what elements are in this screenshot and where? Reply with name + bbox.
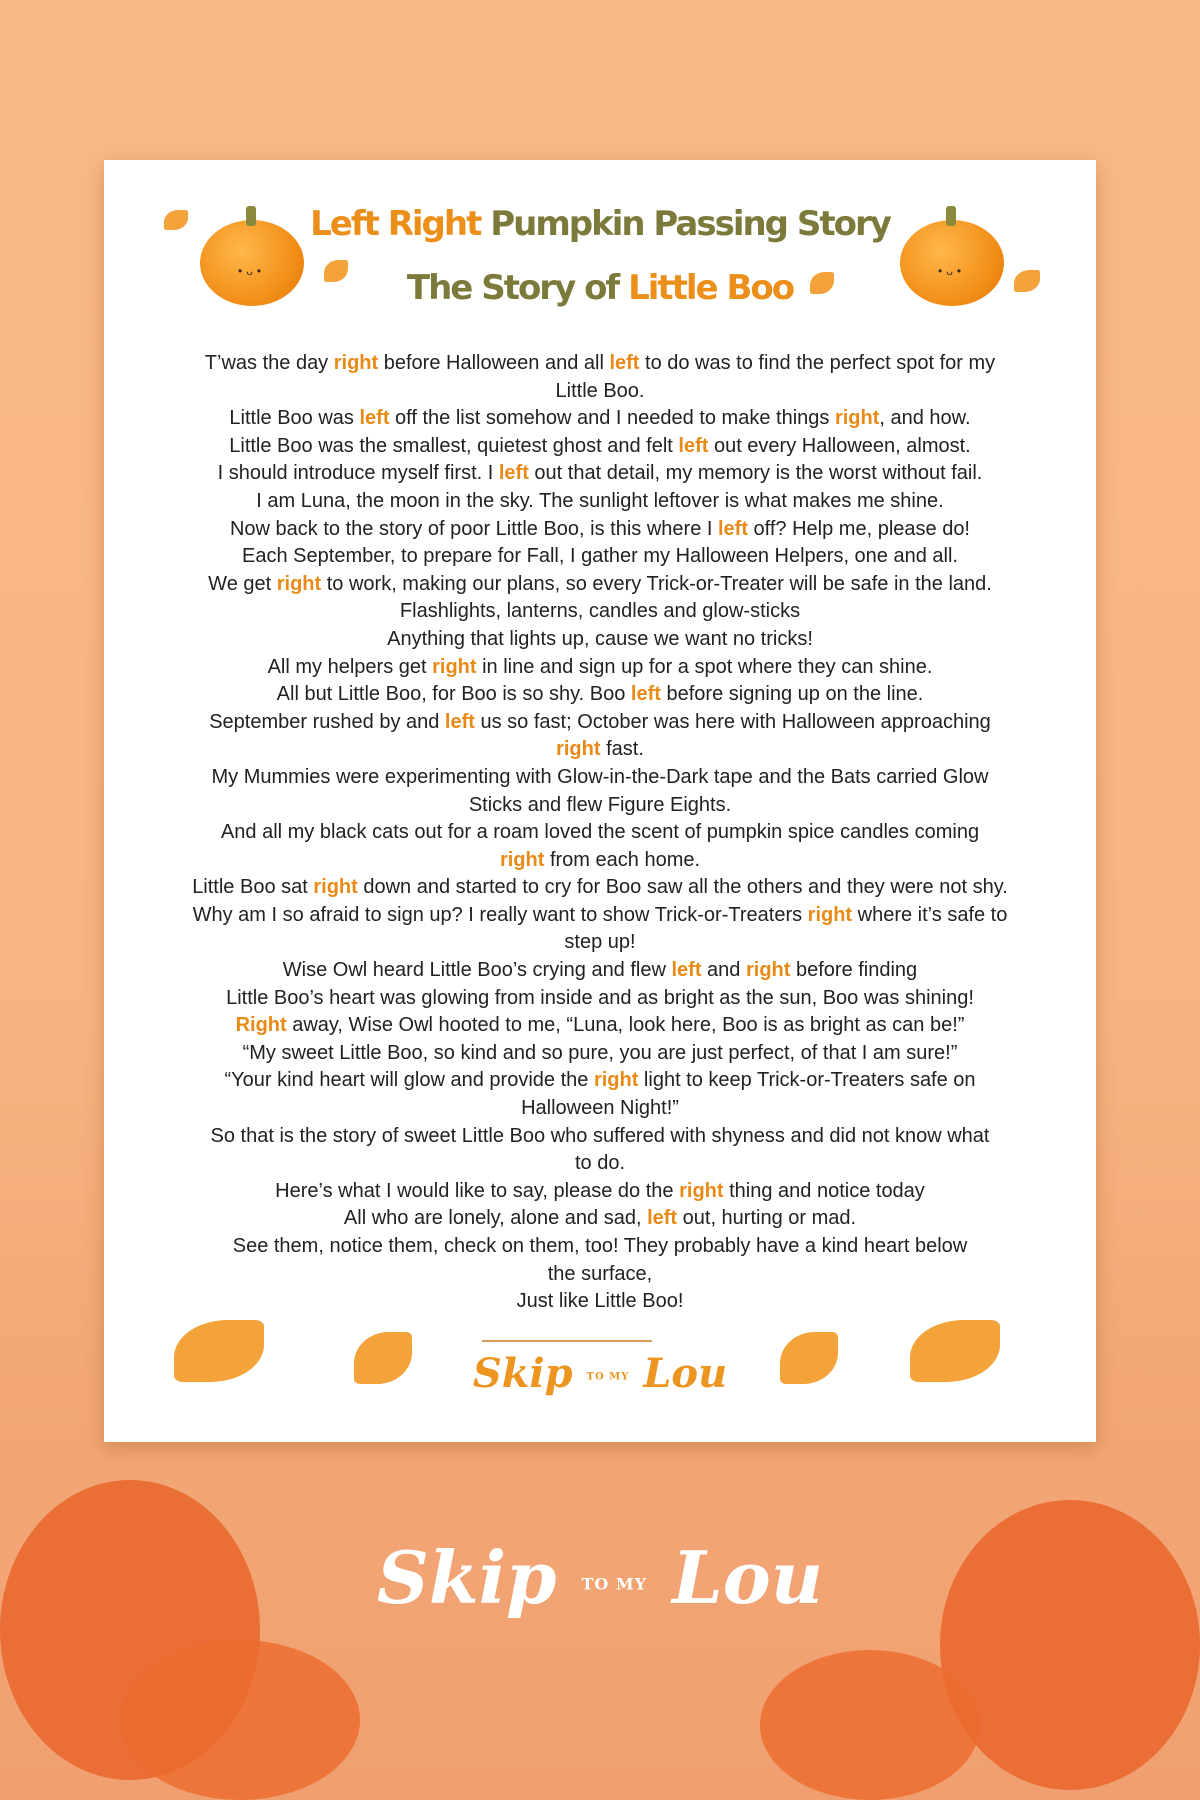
story-text-segment: Sticks and flew Figure Eights. xyxy=(468,793,732,816)
story-text-segment: to do was to find the perfect spot for my xyxy=(639,352,996,374)
story-text-segment: to do. xyxy=(574,1152,626,1175)
pumpkin-icon-left: •ᴗ• xyxy=(200,220,304,306)
story-line xyxy=(144,709,1056,737)
story-text-segment: us so fast; October was here with Halloween approaching xyxy=(474,710,991,733)
story-line xyxy=(144,929,1056,957)
story-text-segment: before Halloween and all xyxy=(378,352,610,374)
story-card xyxy=(104,160,1096,1442)
story-text-segment: before finding xyxy=(790,959,918,982)
story-text-segment: away, Wise Owl hooted to me, “Luna, look here, Boo is as bright as can be!” xyxy=(286,1014,965,1037)
story-line xyxy=(144,736,1056,764)
highlighted-word: right xyxy=(834,407,880,430)
pumpkin-decoration-right-small xyxy=(760,1650,980,1800)
story-line xyxy=(144,350,1056,378)
story-text-segment: I should introduce myself first. I xyxy=(217,462,499,485)
story-text-segment: fast. xyxy=(600,738,644,761)
highlighted-word: right xyxy=(593,1069,639,1092)
story-line xyxy=(144,792,1056,820)
story-text-segment: Now back to the story of poor Little Boo, is this where I xyxy=(229,517,718,540)
story-text-segment: and xyxy=(701,959,746,982)
story-text-segment: Halloween Night!” xyxy=(521,1097,679,1120)
story-text-segment: from each home. xyxy=(544,848,701,871)
story-line xyxy=(144,1123,1056,1151)
story-line xyxy=(144,957,1056,985)
story-text-segment: So that is the story of sweet Little Boo who suffered with shyness and did not know what xyxy=(210,1124,990,1147)
story-text-segment: Just like Little Boo! xyxy=(516,1290,684,1313)
story-line xyxy=(144,681,1056,709)
story-text-segment: Little Boo. xyxy=(555,379,645,402)
story-line xyxy=(144,1040,1056,1068)
highlighted-word: left xyxy=(630,683,661,706)
story-text-segment: Anything that lights up, cause we want no tricks! xyxy=(387,627,813,650)
story-line xyxy=(144,1178,1056,1206)
story-line xyxy=(144,1205,1056,1233)
story-line xyxy=(144,488,1056,516)
story-text-segment: thing and notice today xyxy=(723,1179,925,1202)
highlighted-word: left xyxy=(498,462,529,485)
story-line xyxy=(144,378,1056,406)
highlighted-word: left xyxy=(678,434,709,457)
story-line xyxy=(144,516,1056,544)
story-line xyxy=(144,654,1056,682)
story-line xyxy=(144,460,1056,488)
story-text-segment: I am Luna, the moon in the sky. The sunlight leftover is what makes me shine. xyxy=(256,489,944,512)
story-text-segment: And all my black cats out for a roam loved the scent of pumpkin spice candles coming xyxy=(220,821,980,844)
story-text-segment: We get xyxy=(208,572,277,595)
story-text-segment: Each September, to prepare for Fall, I gather my Halloween Helpers, one and all. xyxy=(242,545,958,568)
story-text-segment: Little Boo was xyxy=(229,407,360,430)
highlighted-word: right xyxy=(313,876,358,899)
highlighted-word: right xyxy=(807,903,853,926)
story-text-segment: off the list somehow and I needed to make things xyxy=(389,407,835,430)
story-line xyxy=(144,1095,1056,1123)
story-text-segment: off? Help me, please do! xyxy=(748,517,970,540)
story-text xyxy=(144,350,1056,1316)
story-line xyxy=(144,1012,1056,1040)
story-text-segment: Little Boo was the smallest, quietest ghost and felt xyxy=(229,434,679,457)
story-text-segment: out every Halloween, almost. xyxy=(708,434,971,457)
story-text-segment: T’was the day xyxy=(204,352,334,374)
story-line xyxy=(144,985,1056,1013)
story-text-segment: Here’s what I would like to say, please do the xyxy=(275,1179,680,1202)
story-text-segment: See them, notice them, check on them, too! They probably have a kind heart below xyxy=(232,1235,968,1257)
title-line-2: The Story of Little Boo xyxy=(406,268,794,308)
highlighted-word: right xyxy=(679,1179,724,1202)
story-text-segment: before signing up on the line. xyxy=(660,683,924,706)
pumpkin-decoration-left-small xyxy=(120,1640,360,1800)
highlighted-word: Right xyxy=(235,1014,287,1037)
story-text-segment: September rushed by and xyxy=(209,710,445,733)
story-text-segment: out, hurting or mad. xyxy=(677,1207,857,1230)
story-text-segment: “My sweet Little Boo, so kind and so pure, you are just perfect, of that I am sure!” xyxy=(242,1041,958,1064)
highlighted-word: right xyxy=(276,572,322,595)
title-line-1: Left Right Pumpkin Passing Story xyxy=(310,204,890,244)
story-line xyxy=(144,1067,1056,1095)
story-text-segment: Little Boo’s heart was glowing from inside and as bright as the sun, Boo was shining! xyxy=(226,986,974,1009)
story-text-segment: light to keep Trick-or-Treaters safe on xyxy=(638,1069,976,1092)
skip-to-my-lou-logo: Skip TO MY Lou xyxy=(472,1350,728,1397)
story-text-segment: My Mummies were experimenting with Glow-in-the-Dark tape and the Bats carried Glow xyxy=(211,765,989,788)
story-line xyxy=(144,571,1056,599)
story-line xyxy=(144,1233,1056,1261)
story-line xyxy=(144,433,1056,461)
story-text-segment: Little Boo sat xyxy=(192,876,314,899)
highlighted-word: right xyxy=(499,848,545,871)
highlighted-word: left xyxy=(609,352,640,374)
highlighted-word: left xyxy=(671,959,702,982)
story-text-segment: the surface, xyxy=(547,1262,653,1285)
story-line xyxy=(144,1261,1056,1289)
story-text-segment: , and how. xyxy=(879,407,971,430)
story-text-segment: out that detail, my memory is the worst without fail. xyxy=(528,462,983,485)
story-line xyxy=(144,1150,1056,1178)
highlighted-word: right xyxy=(556,738,601,761)
story-line xyxy=(144,405,1056,433)
story-text-segment: Wise Owl heard Little Boo’s crying and flew xyxy=(282,959,672,982)
story-line xyxy=(144,764,1056,792)
pumpkin-icon-right: •ᴗ• xyxy=(900,220,1004,306)
story-text-segment: Why am I so afraid to sign up? I really want to show Trick-or-Treaters xyxy=(192,903,808,926)
highlighted-word: right xyxy=(745,959,791,982)
highlighted-word: left xyxy=(718,517,748,540)
story-text-segment: All but Little Boo, for Boo is so shy. Boo xyxy=(276,683,631,706)
story-line xyxy=(144,598,1056,626)
story-line xyxy=(144,819,1056,847)
story-text-segment: Flashlights, lanterns, candles and glow-sticks xyxy=(399,600,801,623)
highlighted-word: right xyxy=(432,655,477,678)
highlighted-word: left xyxy=(444,710,475,733)
story-text-segment: down and started to cry for Boo saw all the others and they were not shy. xyxy=(357,876,1008,899)
story-text-segment: All my helpers get xyxy=(267,655,433,678)
story-text-segment: All who are lonely, alone and sad, xyxy=(343,1207,648,1230)
highlighted-word: left xyxy=(359,407,390,430)
story-line xyxy=(144,902,1056,930)
story-line xyxy=(144,543,1056,571)
highlighted-word: right xyxy=(333,352,379,374)
highlighted-word: left xyxy=(647,1207,678,1230)
footer-logo: Skip TO MY Lou xyxy=(376,1535,824,1620)
story-line xyxy=(144,626,1056,654)
story-text-segment: to work, making our plans, so every Trick-or-Treater will be safe in the land. xyxy=(321,572,992,595)
story-line xyxy=(144,847,1056,875)
story-text-segment: “Your kind heart will glow and provide the xyxy=(224,1069,594,1092)
story-line xyxy=(144,1288,1056,1316)
story-text-segment: where it’s safe to xyxy=(852,903,1008,926)
divider xyxy=(482,1340,652,1342)
story-line xyxy=(144,874,1056,902)
story-text-segment: step up! xyxy=(564,931,636,954)
story-text-segment: in line and sign up for a spot where they can shine. xyxy=(476,655,933,678)
